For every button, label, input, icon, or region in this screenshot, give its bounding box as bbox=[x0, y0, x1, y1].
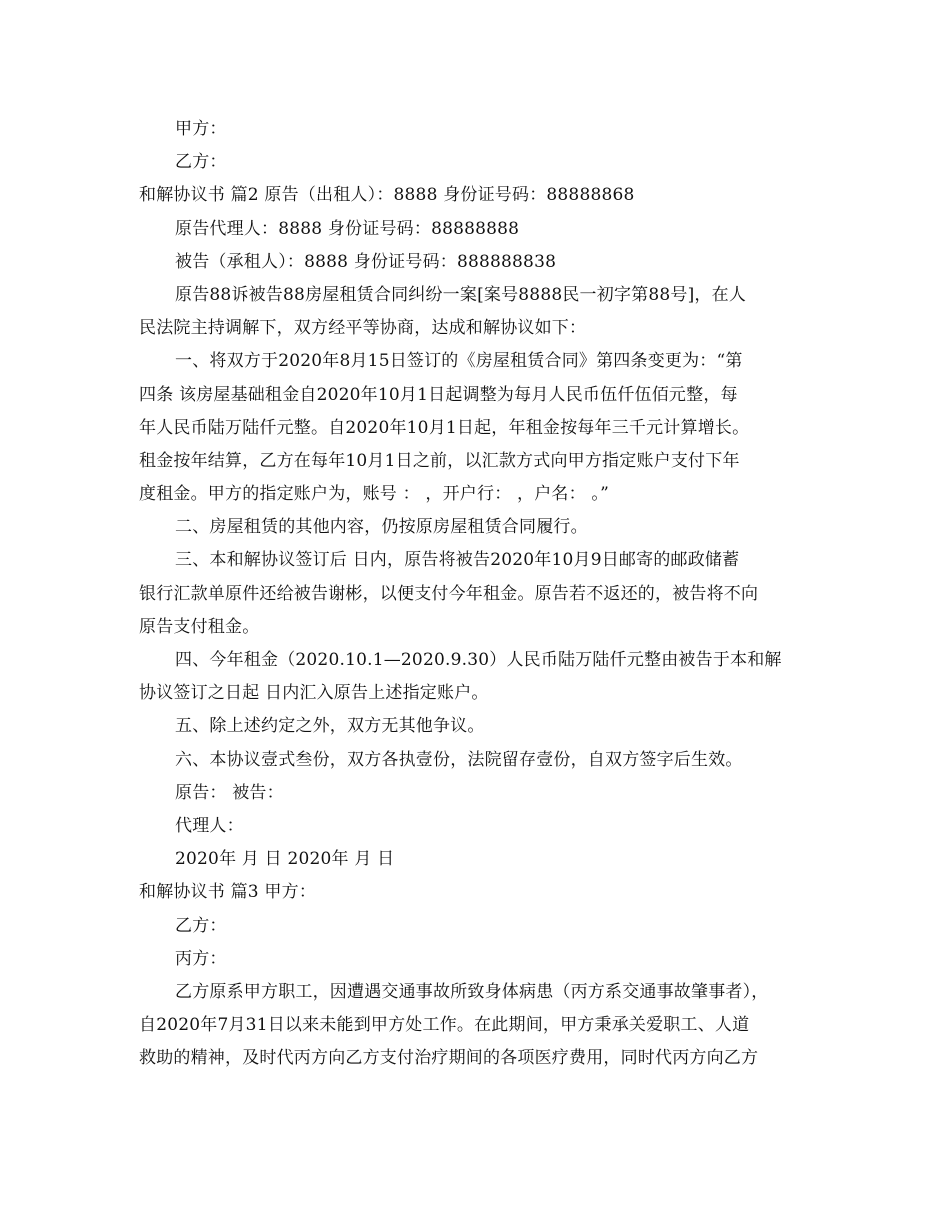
party-c-label: 丙方： bbox=[175, 948, 227, 969]
signature-labels: 原告： 被告： bbox=[175, 782, 284, 803]
plaintiff-agent-line: 原告代理人：8888 身份证号码：88888888 bbox=[175, 218, 520, 239]
clause-5-line: 五、除上述约定之外，双方无其他争议。 bbox=[175, 716, 485, 737]
clause-1-line: 度租金。甲方的指定账户为，账号 ： ，开户行： ，户名： 。” bbox=[139, 484, 610, 505]
clause-1-line: 四条 该房屋基础租金自2020年10月1日起调整为每月人民币伍仟伍佰元整，每 bbox=[139, 384, 738, 405]
party-b-label: 乙方： bbox=[175, 915, 227, 936]
paragraph-line: 乙方原系甲方职工，因遭遇交通事故所致身体病患（丙方系交通事故肇事者）， bbox=[175, 981, 769, 1002]
clause-3-line: 原告支付租金。 bbox=[139, 616, 260, 637]
paragraph-line: 救助的精神，及时代丙方向乙方支付治疗期间的各项医疗费用，同时代丙方向乙方 bbox=[139, 1048, 759, 1069]
paragraph-line: 自2020年7月31日以来未能到甲方处工作。在此期间，甲方秉承关爱职工、人道 bbox=[139, 1015, 750, 1036]
paragraph-line: 原告88诉被告88房屋租赁合同纠纷一案[案号8888民一初字第88号]，在人 bbox=[175, 284, 747, 305]
clause-4-line: 协议签订之日起 日内汇入原告上述指定账户。 bbox=[139, 683, 489, 704]
defendant-line: 被告（承租人）：8888 身份证号码：888888838 bbox=[175, 251, 557, 272]
clause-1-line: 年人民币陆万陆仟元整。自2020年10月1日起，年租金按每年三千元计算增长。 bbox=[139, 417, 750, 438]
section-heading-2: 和解协议书 篇2 原告（出租人）：8888 身份证号码：88888868 bbox=[139, 185, 635, 206]
paragraph-line: 民法院主持调解下，双方经平等协商，达成和解协议如下： bbox=[139, 318, 587, 339]
clause-6-line: 六、本协议壹式叁份，双方各执壹份，法院留存壹份，自双方签字后生效。 bbox=[175, 749, 743, 770]
party-b-label: 乙方： bbox=[175, 152, 227, 173]
party-a-label: 甲方： bbox=[175, 119, 227, 139]
agent-signature-label: 代理人： bbox=[175, 815, 244, 836]
date-line: 2020年 月 日 2020年 月 日 bbox=[175, 849, 395, 870]
clause-1-line: 一、将双方于2020年8月15日签订的《房屋租赁合同》第四条变更为：“第 bbox=[175, 351, 743, 372]
clause-2-line: 二、房屋租赁的其他内容，仍按原房屋租赁合同履行。 bbox=[175, 517, 588, 538]
clause-3-line: 银行汇款单原件还给被告谢彬，以便支付今年租金。原告若不返还的，被告将不向 bbox=[139, 583, 759, 604]
clause-1-line: 租金按年结算，乙方在每年10月1日之前，以汇款方式向甲方指定账户支付下年 bbox=[139, 450, 740, 471]
clause-4-line: 四、今年租金（2020.10.1—2020.9.30）人民币陆万陆仟元整由被告于本和解 bbox=[175, 650, 782, 670]
clause-3-line: 三、本和解协议签订后 日内，原告将被告2020年10月9日邮寄的邮政储蓄 bbox=[175, 550, 740, 571]
document-body bbox=[139, 113, 819, 1075]
section-heading-3: 和解协议书 篇3 甲方： bbox=[139, 882, 317, 903]
